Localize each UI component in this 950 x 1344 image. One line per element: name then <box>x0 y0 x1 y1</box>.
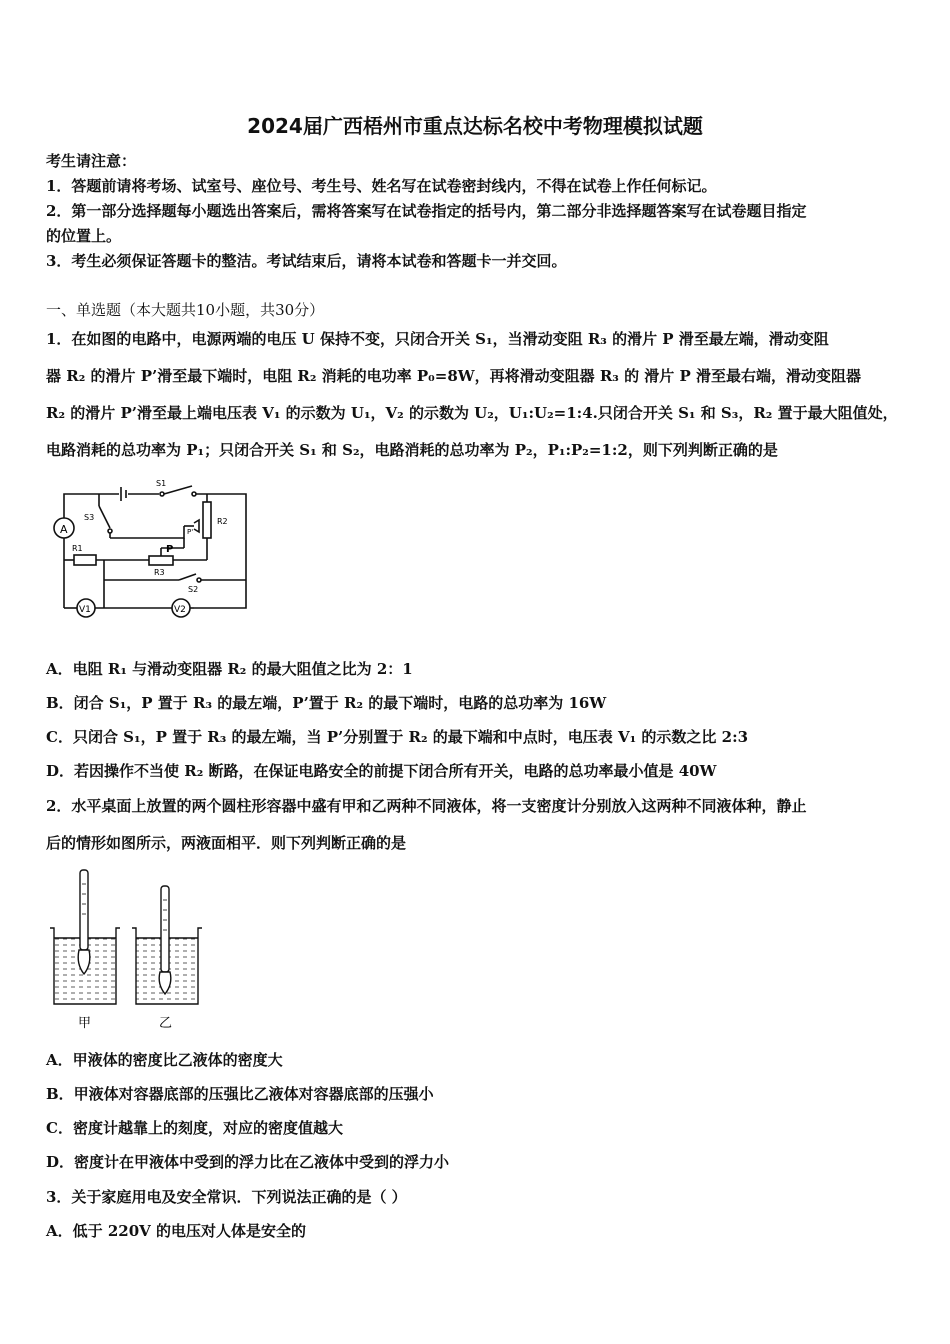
notice-item: 2．第一部分选择题每小题选出答案后，需将答案写在试卷指定的括号内，第二部分非选择题答案写在试卷题目指定 <box>46 202 807 220</box>
r1-label: R1 <box>72 544 83 553</box>
q1-option-b: B．闭合 S₁，P 置于 R₃ 的最左端，P’置于 R₂ 的最下端时，电路的总功率为 16W <box>46 694 607 712</box>
notice-item: 的位置上。 <box>46 227 122 245</box>
s1-label: S1 <box>156 479 167 488</box>
beaker-yi-label: 乙 <box>159 1016 173 1031</box>
notice-item: 3．考生必须保证答题卡的整洁。考试结束后，请将本试卷和答题卡一并交回。 <box>46 252 567 270</box>
ammeter-label: A <box>60 523 68 536</box>
q2-text-line: 2．水平桌面上放置的两个圆柱形容器中盛有甲和乙两种不同液体，将一支密度计分别放入这两种不同液体种，静止 <box>46 797 807 815</box>
v2-label: V2 <box>174 605 186 615</box>
q2-text-line: 后的情形如图所示，两液面相平．则下列判断正确的是 <box>46 834 407 852</box>
q2-option-b: B．甲液体对容器底部的压强比乙液体对容器底部的压强小 <box>46 1085 434 1103</box>
r3-label: R3 <box>154 568 165 577</box>
q3-option-a: A．低于 220V 的电压对人体是安全的 <box>46 1222 307 1240</box>
section-heading: 一、单选题（本大题共10小题，共30分） <box>46 301 325 319</box>
q1-text-line: 电路消耗的总功率为 P₁；只闭合开关 S₁ 和 S₂，电路消耗的总功率为 P₂，P₁:P₂=1:2，则下列判断正确的是 <box>46 441 778 459</box>
q2-option-a: A．甲液体的密度比乙液体的密度大 <box>46 1051 283 1069</box>
q1-option-a: A．电阻 R₁ 与滑动变阻器 R₂ 的最大阻值之比为 2：1 <box>46 660 413 678</box>
q1-option-c: C．只闭合 S₁，P 置于 R₃ 的最左端，当 P’分别置于 R₂ 的最下端和中点时，电压表 V₁ 的示数之比 2:3 <box>46 728 749 746</box>
p-label: P <box>166 544 174 555</box>
p-prime-label: P' <box>187 528 194 536</box>
s3-label: S3 <box>84 513 95 522</box>
q1-text-line: 1．在如图的电路中，电源两端的电压 U 保持不变，只闭合开关 S₁，当滑动变阻 R₃ 的滑片 P 滑至最左端，滑动变阻 <box>46 330 829 348</box>
q2-option-d: D．密度计在甲液体中受到的浮力比在乙液体中受到的浮力小 <box>46 1153 450 1171</box>
q1-text-line: R₂ 的滑片 P’滑至最上端电压表 V₁ 的示数为 U₁，V₂ 的示数为 U₂，U₁:U₂=1:4.只闭合开关 S₁ 和 S₃，R₂ 置于最大阻值处， <box>46 404 898 422</box>
q1-text-line: 器 R₂ 的滑片 P’滑至最下端时，电阻 R₂ 消耗的电功率 P₀=8W，再将滑动变阻器 R₃ 的 滑片 P 滑至最右端，滑动变阻器 <box>46 367 862 385</box>
notice-item: 1．答题前请将考场、试室号、座位号、考生号、姓名写在试卷密封线内，不得在试卷上作任何标记。 <box>46 177 717 195</box>
page-title: 2024届广西梧州市重点达标名校中考物理模拟试题 <box>247 114 703 138</box>
v1-label: V1 <box>79 605 91 615</box>
r2-label: R2 <box>217 517 228 526</box>
q3-text-line: 3．关于家庭用电及安全常识．下列说法正确的是（ ） <box>46 1188 407 1206</box>
notice-heading: 考生请注意： <box>46 152 137 170</box>
q2-option-c: C．密度计越靠上的刻度，对应的密度值越大 <box>46 1119 343 1137</box>
s2-label: S2 <box>188 585 199 594</box>
hydrometer-figure <box>46 864 206 1034</box>
circuit-diagram <box>44 476 254 626</box>
q1-option-d: D．若因操作不当使 R₂ 断路，在保证电路安全的前提下闭合所有开关，电路的总功率最小值是 40W <box>46 762 717 780</box>
beaker-jia-label: 甲 <box>78 1016 92 1031</box>
